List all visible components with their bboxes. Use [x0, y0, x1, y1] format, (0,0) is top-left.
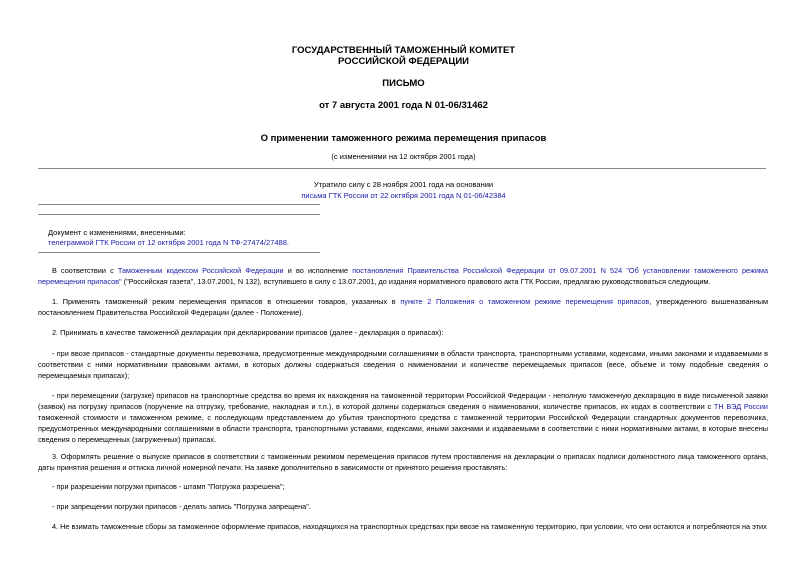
divider — [38, 204, 320, 205]
paragraph-3-allowed: - при разрешении погрузки припасов - штамп "Погрузка разрешена"; — [52, 482, 285, 491]
paragraph-intro: В соответствии с Таможенным кодексом Российской Федерации и во исполнение постановления Правительства Российской Федерации от 09.07.2001 N 524 "Об установлении таможенного режима перемещения припасов" ("Российская газета", 13.07.2001, N 132), вступившего в силу с 13.07.2001, до издания нормативного правового акта ГТК России, предлагаю руководствоваться следующим. — [38, 266, 769, 286]
divider — [38, 214, 320, 215]
paragraph-2-loading: - при перемещении (загрузке) припасов на транспортные средства во время их нахождения на таможенной территории Российской Федерации - неполную таможенную декларацию в виде письменной заявки (заявок) на погрузку припасов (поручение на отгрузку, требование, накладная и т.п.), в которой должны содержаться сведения о наименовании, количестве припасов, их кодах в соответствии с ТН ВЭД России таможенной стоимости и таможенном режиме, с последующим представлением до убытия транспортного средства с таможенной территории Российской Федерации стандартных документов перевозчика, предусмотренных международными соглашениями в области транспорта, транспортными уставами, кодексами, иными законами и издаваемыми в соответствии с ними нормативными актами, в которые внесены сведения о перемещенных (загруженных) припасах. — [38, 391, 768, 444]
link-customs-code[interactable]: Таможенным кодексом Российской Федерации — [117, 266, 284, 275]
paragraph-2: 2. Принимать в качестве таможенной декларации при декларировании припасов (далее - декларация о припасах): — [52, 328, 444, 337]
org-name-line1: ГОСУДАРСТВЕННЫЙ ТАМОЖЕННЫЙ КОМИТЕТ — [291, 45, 516, 56]
paragraph-3-denied: - при запрещении погрузки припасов - делать запись "Погрузка запрещена". — [52, 502, 311, 511]
doc-date: от 7 августа 2001 года N 01-06/31462 — [319, 100, 488, 111]
org-name-line2: РОССИЙСКОЙ ФЕДЕРАЦИИ — [337, 56, 469, 67]
paragraph-4: 4. Не взимать таможенные сборы за таможенное оформление припасов, находящихся на транспортных средствах при ввозе на таможенную территорию, при условии, что они остаются и потребляются на этих — [52, 522, 767, 531]
paragraph-3: 3. Оформлять решение о выпуске припасов в соответствии с таможенным режимом перемещения припасов путем проставления на декларации о припасах подписи должностного лица таможенного органа, даты принятия решения и оттиска личной номерной печати. На заявке дополнительно в зависимости от принятого решения проставлять: — [38, 452, 768, 472]
doc-subject: О применении таможенного режима перемещения припасов — [260, 133, 547, 144]
link-regulation-point-2[interactable]: пункте 2 Положения о таможенном режиме перемещения припасов — [400, 297, 650, 306]
paragraph-2-import: - при ввозе припасов - стандартные документы перевозчика, предусмотренные международными соглашениями в области транспорта, транспортными уставами, кодексами, иными законами и издаваемыми в соответствии с ними нормативными правовыми актами, в которых должны содержаться сведения о наименовании и количестве перемещаемых припасов (весе, объеме и тому подобные сведения о перемещаемых припасах); — [38, 349, 768, 380]
amended-note: (с изменениями на 12 октября 2001 года) — [331, 152, 476, 161]
lapsed-link[interactable]: письма ГТК России от 22 октября 2001 года N 01-06/42384 — [301, 191, 506, 200]
paragraph-1: 1. Применять таможенный режим перемещения припасов в отношении товаров, указанных в пункте 2 Положения о таможенном режиме перемещения припасов, утвержденного вышеназванным постановлением Правительства Российской Федерации (далее - Положение). — [38, 297, 768, 317]
amendments-text: Документ с изменениями, внесенными: — [48, 228, 186, 237]
divider — [38, 252, 320, 253]
link-resolution-524[interactable]: постановления Правительства Российской Федерации от 09.07.2001 N 524 "Об установлении таможенного режима перемещения припасов" — [38, 266, 769, 286]
link-tn-ved[interactable]: ТН ВЭД России — [713, 402, 768, 411]
doc-type: ПИСЬМО — [382, 78, 425, 89]
divider — [38, 168, 766, 169]
lapsed-text: Утратило силу с 28 ноября 2001 года на основании — [313, 180, 494, 189]
amendments-link[interactable]: телеграммой ГТК России от 12 октября 2001 года N ТФ-27474/27488. — [48, 238, 289, 247]
